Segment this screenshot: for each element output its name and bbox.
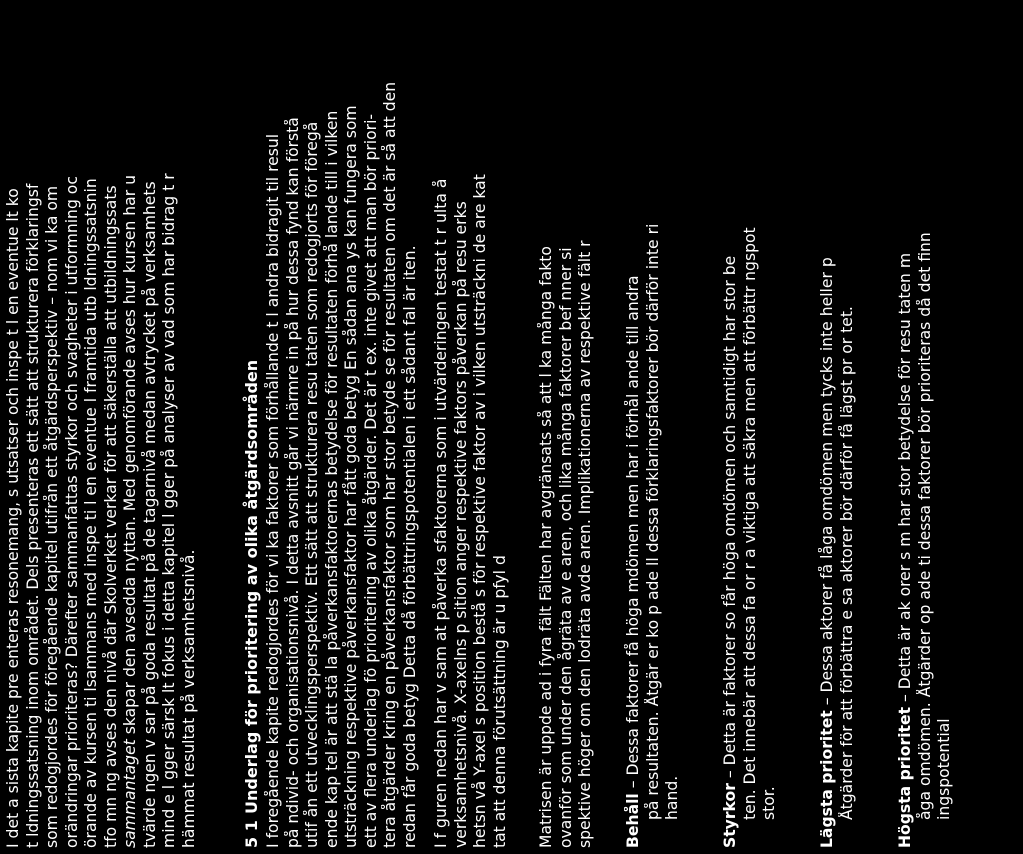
text-line: ende kap tel är att stä la påverkansfaktorernas betydelse för resultaten förhå lande till i vilken — [322, 110, 341, 848]
text-rest: skapar den avsedda nyttan. Med genomförande avses hur kursen har u — [121, 175, 139, 740]
text-line — [721, 0, 741, 854]
text-line: ovanför som under den ågräta av e aren, och lika många faktorer bef nner si — [556, 247, 575, 848]
list-text: – Dessa faktorer få höga mdömen men har i förhål ande till andra — [624, 275, 642, 794]
figure-paragraph — [432, 0, 510, 854]
text-line: utsträckning respektive påverkansfaktor har fått goda betyg En sådan ana ys kan fungera som — [342, 105, 360, 848]
text-line: åga omdömen. Åtgärder op ade ti dessa faktorer bör prioriteras då det finn — [915, 232, 934, 820]
list-text: – Detta är faktorer so får höga omdömen och samtidigt har stor be — [721, 255, 739, 784]
section-number: 5 1 — [242, 820, 261, 848]
list-item-lagsta-prioritet — [818, 0, 857, 854]
text-line: stor. — [760, 786, 778, 820]
italic-word: sammantaget — [121, 739, 139, 848]
text-line: Matrisen är uppde ad i fyra fält Fälten har avgränsats så att l ka många fakto — [537, 246, 555, 848]
text-line — [896, 0, 916, 854]
text-line — [121, 0, 141, 854]
text-line: på ndivid- och organisationsnivå. I detta avsnitt går vi närmre in på hur dessa fynd kan förstå — [283, 117, 302, 848]
text-line — [818, 0, 838, 854]
list-item-hogsta-prioritet — [896, 0, 955, 854]
list-item-behall — [624, 0, 683, 854]
text-line: ten. Det innebär att dessa fa or r a viktiga att säkra men att förbättr ngspot — [740, 227, 759, 820]
text-line: ingspotential — [935, 718, 953, 820]
text-line: som redogjordes för föregående kapitel utifrån ett åtgärdsperspektiv – nom vi ka om — [43, 185, 61, 848]
text-line: tfo mn ng avses den nivå där Skolverket verkar för att säkerställa att utbildningssats — [101, 185, 120, 848]
text-line: verksamhetsnivå. X-axelns p sition anger respektive faktors påverkan på resu erks — [451, 201, 470, 848]
list-term: Styrkor — [721, 783, 739, 848]
intro-paragraph — [4, 0, 199, 854]
text-line: örande av kursen ti lsammans med inspe ti l en eventue l framtida utb ldningssatsnin — [82, 178, 100, 848]
list-term: Högsta prioritet — [896, 706, 914, 848]
section-paragraph — [264, 0, 420, 854]
text-line — [624, 0, 644, 854]
text-line: I foregående kapite redogjordes för vi ka faktorer som förhållande t l andra bidragit til resul — [264, 133, 282, 848]
text-line: t ldningssatsning inom området. Dels presenteras ett sätt att strukturera förklaringsf — [23, 183, 42, 848]
text-line: tvärde ngen v sar på goda resultat på de tagarnivå medan avtrycket på verksamhets — [140, 181, 159, 848]
section-heading: Underlag för prioritering av olika åtgärdsområden — [242, 359, 261, 814]
text-line: hämmat resultat på verksamhetsnivå. — [179, 549, 198, 848]
text-line: hetsn vå Y-axel s position bestå s för respektive faktor av i vilken utsträckni de are kat — [471, 174, 489, 848]
text-line: redan får goda betyg Detta då förbättringspotentialen i ett sådant fal är iten. — [400, 245, 419, 848]
text-line: orändringar prioriteras? Därefter sammanfattas styrkor och svagheter i utformning oc — [62, 176, 81, 848]
text-line: hand. — [663, 775, 681, 820]
matrix-paragraph — [537, 0, 596, 854]
list-term: Behåll — [624, 793, 642, 848]
list-item-styrkor — [721, 0, 780, 854]
text-line: tat att denna förutsättning är u pfyl d — [490, 555, 509, 848]
text-line: tera åtgärder kring en påverkansfaktor som har stor betyde se för resultaten om det är så att den — [381, 81, 399, 848]
list-text: – Dessa aktorer få låga omdömen men tycks inte heller p — [818, 257, 836, 711]
list-text: – Detta är ak orer s m har stor betydelse för resu taten m — [896, 252, 914, 707]
text-line: Åtgärder för att förbättra e sa aktorer bör därför få lägst pr or tet. — [837, 306, 856, 820]
text-line: I f guren nedan har v sam at påverka sfaktorerna som i utvärderingen testat t r ulta å — [432, 178, 450, 848]
list-term: Lägsta prioritet — [818, 710, 836, 848]
text-line: ett av flera underlag fö prioritering av olika åtgärder. Det är t ex. inte givet att man bör priori- — [361, 113, 380, 848]
text-line: mind e l gger särsk lt fokus i detta kapitel l gger på analyser av vad som har bidrag t r — [160, 173, 178, 848]
text-line: I det a sista kapite pre enteras resonemang, s utsatser och inspe t l en eventue lt ko — [4, 188, 22, 848]
text-line: utif ån ett utvecklingsperspektiv. Ett sätt att strukturera resu taten som redogjorts för föregå — [303, 121, 321, 848]
text-line: på resultaten. Åtgär er ko p ade ll dessa förklaringsfaktorer bör därför inte ri — [643, 223, 662, 820]
text-line: spektive höger om den lodräta avde aren. Implikationerna av respektive fält r — [576, 240, 594, 848]
